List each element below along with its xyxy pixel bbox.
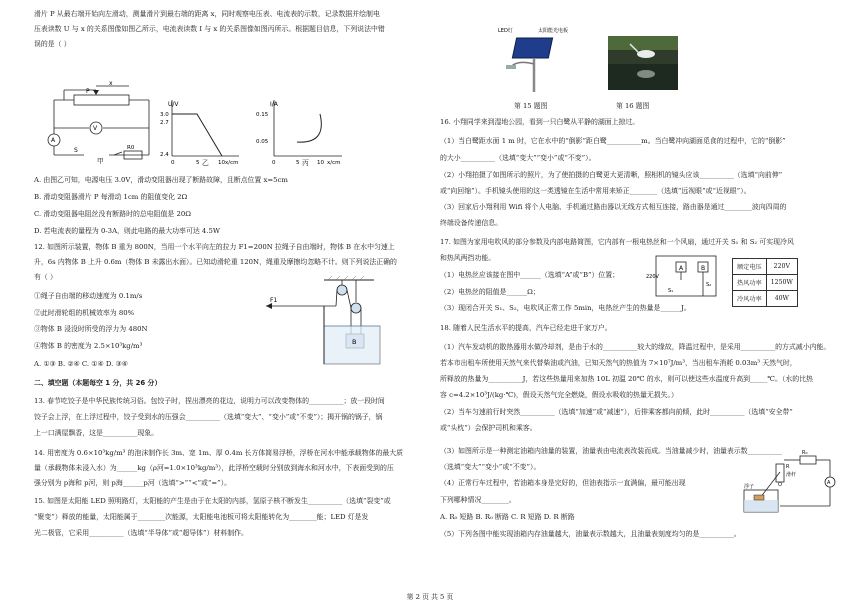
svg-text:LED灯: LED灯	[498, 28, 513, 34]
text-line: （1）电热丝应该接在图中______（选填“A”或“B”）位置；	[440, 271, 620, 279]
hairdryer-specs-table	[732, 258, 798, 307]
svg-text:U/V: U/V	[168, 101, 179, 108]
text-line: （2）当车匀速前行时突然__________（选填“加速”或“减速”），后排乘客都向前倾，此时__________（选填“安全带”	[440, 408, 793, 416]
svg-text:2.7: 2.7	[160, 120, 169, 126]
text-line: （1）汽车发动机的散热器用水做冷却剂，是由于水的__________较大的缘故，降温过程中，是采用__________的方式减小内能。	[440, 343, 831, 351]
heron-photo	[608, 36, 678, 90]
svg-text:O: O	[778, 482, 782, 488]
svg-text:S₁: S₁	[668, 288, 674, 294]
svg-text:V: V	[93, 125, 98, 132]
svg-text:A: A	[827, 480, 831, 486]
text-line: （2）小翔拍摄了如图所示的照片，为了使拍摄的白鹭更大更清晰，照相机的镜头应该__________（选填“向前伸”	[440, 171, 783, 179]
svg-text:5: 5	[196, 160, 200, 166]
text-line: 终端设备传递信息。	[440, 219, 503, 227]
svg-text:I/A: I/A	[270, 101, 278, 108]
svg-text:10: 10	[218, 160, 225, 166]
text-line: 15. 如图是太阳能 LED 照明路灯，太阳能的产生是由于在太阳的内部，氢原子核不断发生__________（选填“裂变”或	[34, 497, 391, 505]
table-row: 热风功率 1250W	[733, 275, 798, 291]
caption-bing: 丙	[302, 159, 309, 167]
svg-text:B: B	[352, 338, 357, 346]
svg-text:2.4: 2.4	[160, 152, 169, 158]
text-line: 14. 用密度为 0.6×10³kg/m³ 的泡沫制作长 3m、宽 1m、厚 0.4m 长方体简易浮桥，浮桥在河水中能承载物体的最大质	[34, 449, 404, 457]
voltage-curve	[172, 114, 222, 156]
text-line: （3）回家后小翔利用 Wifi 将个人电脑、手机通过路由器以无线方式相互连接，路由器是通过________波向四周的	[440, 203, 787, 211]
svg-text:0.15: 0.15	[256, 112, 269, 118]
svg-text:0: 0	[272, 160, 276, 166]
text-line: 压表读数 U 与 x 的关系图像如图乙所示，电流表读数 I 与 x 的关系图像如图丙所示。根据题目信息，下列说法中错	[34, 25, 385, 33]
text-line: 容 c=4.2×10³J/(kg·℃)，假设天然气完全燃烧，假设水吸收的热量无损失。）	[440, 391, 678, 399]
text-line: （1）当白鹭距水面 1 m 时，它在水中的“倒影”距白鹭__________m。当白鹭冲向湖面觅食的过程中，它的“倒影”	[440, 137, 786, 145]
section-heading: 二、填空题（本题每空 1 分，共 26 分）	[34, 379, 162, 387]
text-line: “聚变”）释放的能量，太阳能属于________次能源，太阳能电池板可将太阳能转化为________能；LED 灯是发	[34, 513, 369, 521]
svg-text:P: P	[86, 88, 90, 95]
table-row: 冷风功率 40W	[733, 291, 798, 307]
text-line: 误的是（ ）	[34, 40, 71, 48]
option-a: A. 由图乙可知，电源电压 3.0V，滑动变阻器出现了断路故障，且断点位置 x=5cm	[34, 176, 288, 184]
svg-text:A: A	[51, 137, 56, 144]
page-footer: 第 2 页 共 5 页	[406, 593, 454, 601]
statement-4: ④物体 B 的密度为 2.5×10³kg/m³	[34, 342, 143, 350]
text-line: 有（ ）	[34, 273, 57, 281]
caption-fig16: 第 16 题图	[616, 102, 650, 110]
text-line: （3）现闭合开关 S₁、S₂，电吹风正常工作 5min，电热丝产生的热量是______J。	[440, 304, 691, 312]
choices: A. R₀ 短路 B. R₀ 断路 C. R 短路 D. R 断路	[440, 513, 575, 521]
text-line: 的大小__________（选填“变大”“变小”或“不变”）。	[440, 154, 596, 162]
svg-text:R0: R0	[127, 145, 135, 151]
text-line: （4）正常行车过程中，若油箱本身是完好的，但油表指示一直满偏，最可能出现	[440, 479, 686, 487]
statement-2: ②此时滑轮组的机械效率为 80%	[34, 309, 135, 317]
table-row: 额定电压 220V	[733, 259, 798, 275]
text-line: 或“头枕”）会保护司机和乘客。	[440, 424, 537, 432]
svg-text:F1: F1	[270, 297, 278, 304]
text-line: （5）下列各图中能实现油箱内存油量越大，油量表示数越大，且油量表刻度均匀的是__________。	[440, 530, 741, 538]
statement-3: ③物体 B 浸没时所受的浮力为 480N	[34, 325, 148, 333]
choices: A. ①③ B. ②④ C. ①④ D. ③④	[34, 360, 128, 368]
hairdryer-circuit	[646, 250, 722, 302]
text-line: 滑片 P 从最右端开始向左滑动，测量滑片到最右端的距离 x，同时观察电压表、电流表的示数，记录数据并绘制电	[34, 10, 380, 18]
svg-text:5: 5	[296, 160, 300, 166]
graph-yi	[154, 96, 244, 166]
svg-text:3.0: 3.0	[160, 112, 169, 118]
svg-text:S: S	[74, 147, 78, 154]
text-line: （选填“变大”“变小”或“不变”）。	[440, 463, 541, 471]
text-line: 17. 如图为家用电吹风的部分参数及内部电路简图，它内部有一根电热丝和一个风扇，通过开关 S₁ 和 S₂ 可实现冷风	[440, 238, 794, 246]
caption-yi: 乙	[202, 159, 209, 167]
text-line: 量（承载物体未浸入水）为______kg（ρ河=1.0×10³kg/m³），此浮桥空载时分别放到海水和河水中，下表面受到的压	[34, 464, 394, 472]
svg-text:x: x	[109, 80, 113, 87]
svg-text:0: 0	[171, 160, 175, 166]
text-line: 所释放的热量为__________J，若这些热量用来加热 10L 初温 20℃ 的水，则可以使这些水温度升高到_____℃。（水的比热	[440, 375, 813, 383]
text-line: 若本市出租车所使用天然气来代替柴油或汽油，已知天然气的热值为 7×10⁷J/m³，当出租车消耗 0.03m³ 天然气时，	[440, 359, 797, 367]
svg-text:0.05: 0.05	[256, 139, 269, 145]
option-d: D. 若电流表的量程为 0-3A，则此电路的最大功率可达 4.5W	[34, 227, 220, 235]
text-line: 和热风两挡功能。	[440, 254, 496, 262]
text-line: 光二极管，它采用__________（选填“半导体”或“超导体”）材料制作。	[34, 529, 248, 537]
text-line: （2）电热丝的阻值是______Ω；	[440, 288, 540, 296]
svg-text:10: 10	[317, 160, 324, 166]
current-curve	[297, 114, 321, 142]
svg-text:x/cm: x/cm	[327, 160, 341, 166]
svg-text:滑杆: 滑杆	[786, 472, 797, 478]
svg-text:x/cm: x/cm	[225, 160, 239, 166]
pulley-diagram	[264, 276, 382, 372]
text-line: 16. 小翔同学来到湿地公园，看到一只白鹭从平静的湖面上掠过。	[440, 118, 640, 126]
svg-text:甲: 甲	[97, 157, 104, 164]
graph-bing	[250, 96, 350, 166]
text-line: 12. 如图所示装置，物体 B 重为 800N，当用一个水平向左的拉力 F1=200N 拉绳子自由端时，物体 B 在水中匀速上	[34, 243, 395, 251]
svg-text:浮子: 浮子	[744, 484, 755, 490]
svg-text:B: B	[701, 265, 706, 272]
svg-text:R₀: R₀	[802, 450, 808, 456]
statement-1: ①绳子自由端的移动速度为 0.1m/s	[34, 292, 143, 300]
option-c: C. 滑动变阻器电阻丝没有断路时的总电阻值是 20Ω	[34, 210, 191, 218]
text-line: 上一口满屋飘香，这是__________现象。	[34, 429, 159, 437]
svg-text:220V: 220V	[646, 274, 659, 280]
text-line: 18. 随着人民生活水平的提高，汽车已经走进千家万户。	[440, 324, 612, 332]
text-line: 或“向回缩”）。手机镜头使用的这一类透镜在生活中常用来矫正________（选填“远视眼”或“近视眼”）。	[440, 187, 751, 195]
circuit-diagram-jia	[34, 80, 154, 164]
svg-text:太阳能光电板: 太阳能光电板	[538, 28, 569, 34]
svg-text:S₂: S₂	[706, 282, 712, 288]
text-line: 13. 春节吃饺子是中华民族传统习俗。包饺子时，捏出漂亮的花边，说明力可以改变物体的__________；放一段时间	[34, 397, 385, 405]
svg-text:A: A	[679, 265, 684, 272]
text-line: 升，6s 内物体 B 上升 0.6m（物体 B 未露出水面）。已知动滑轮重 120N，绳重及摩擦均忽略不计。则下列说法正确的	[34, 258, 397, 266]
text-line: （3）如图所示是一种测定油箱内油量的装置，油量表由电流表改装而成。当油量减少时，油量表示数__________	[440, 447, 783, 455]
text-line: 下列哪种情况________。	[440, 496, 516, 504]
fuel-gauge-diagram	[740, 450, 836, 516]
caption-fig15: 第 15 题图	[514, 102, 548, 110]
svg-text:R: R	[786, 464, 790, 470]
solar-street-light-figure	[498, 22, 578, 94]
text-line: 强分别为 p海和 p河，则 p海______p河（选填“>”“<”或“=”）。	[34, 479, 232, 487]
text-line: 饺子会上浮，在上浮过程中，饺子受到水的压强会__________（选填“变大”、“变小”或“不变”）；揭开锅的锅子，锅	[34, 413, 383, 421]
option-b: B. 滑动变阻器滑片 P 每滑动 1cm 的阻值变化 2Ω	[34, 193, 188, 201]
